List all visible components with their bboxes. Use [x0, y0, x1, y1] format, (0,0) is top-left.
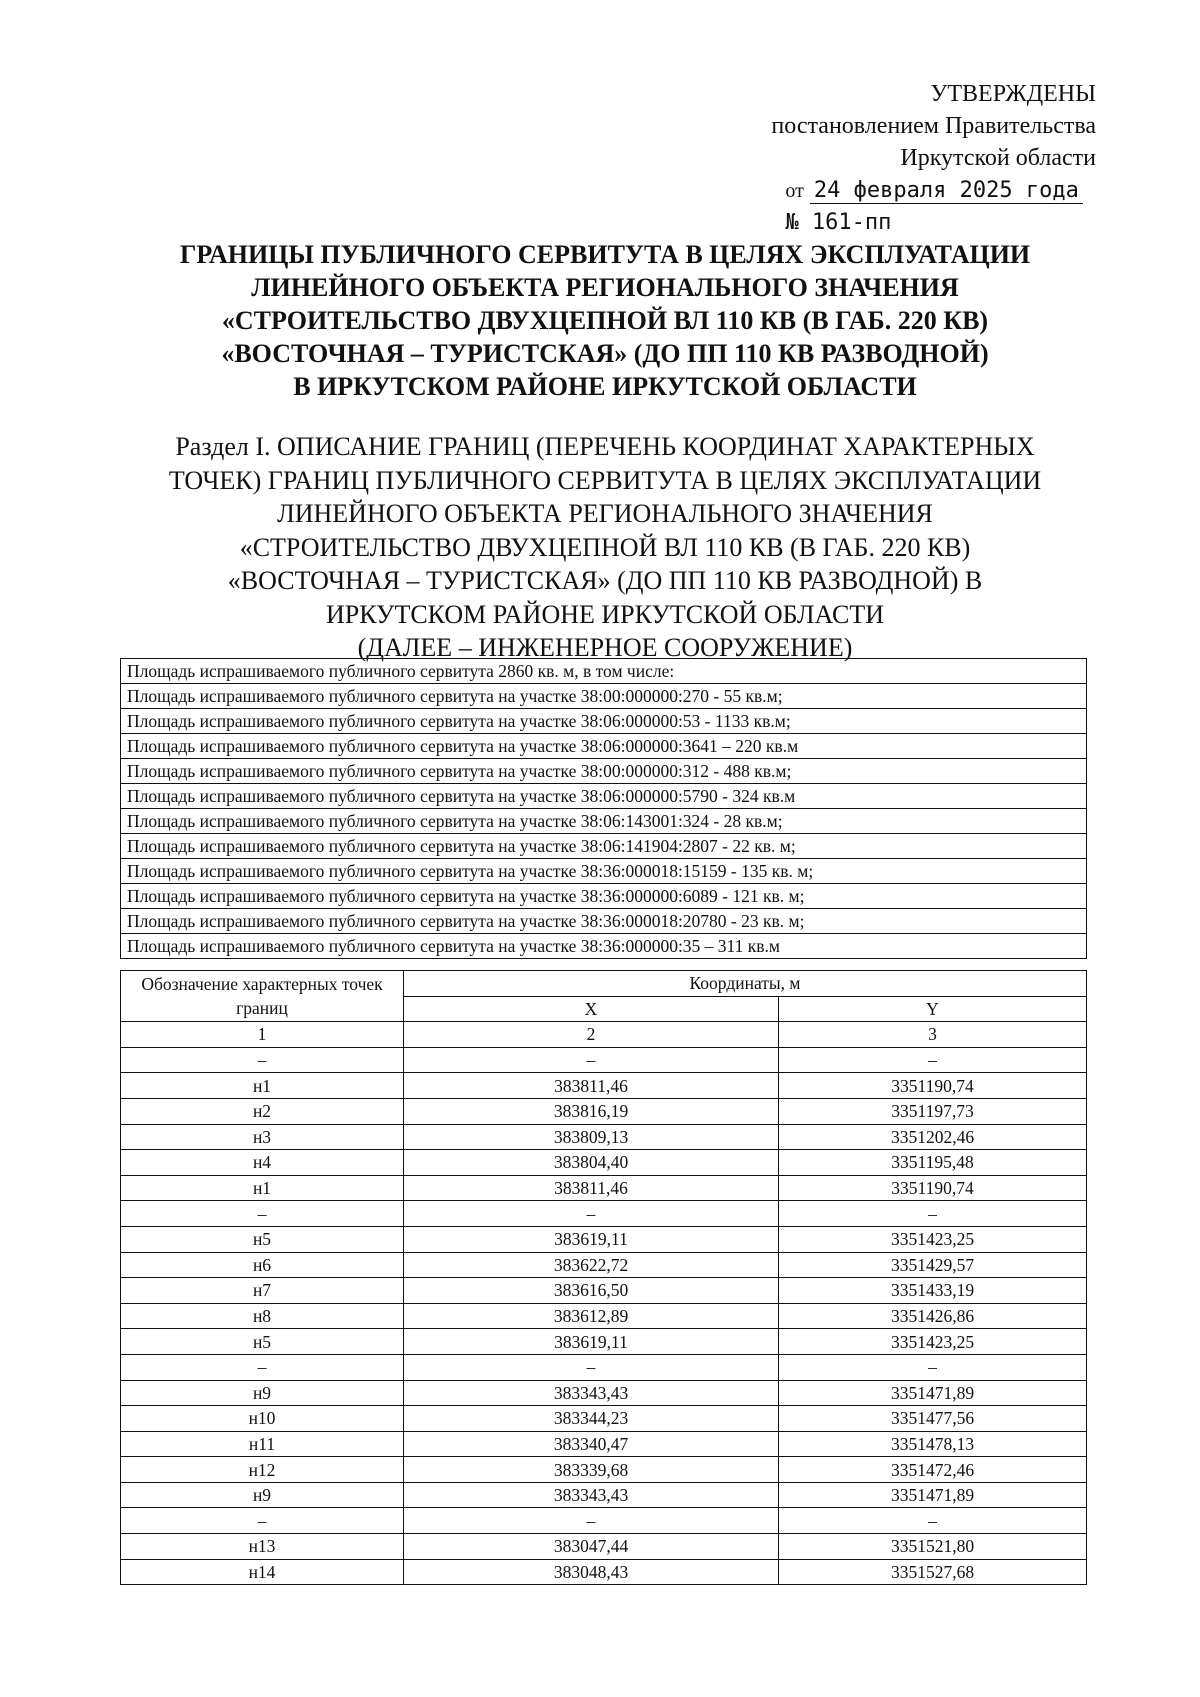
x-cell: 383343,43 [404, 1482, 779, 1508]
date-prefix: от [785, 180, 804, 202]
point-name-cell: – [121, 1047, 404, 1073]
y-cell: 3351190,74 [779, 1175, 1087, 1201]
point-name-cell: н11 [121, 1431, 404, 1457]
section-line: ЛИНЕЙНОГО ОБЪЕКТА РЕГИОНАЛЬНОГО ЗНАЧЕНИЯ [277, 499, 933, 528]
header-point-label: Обозначение характерных точек границ [121, 971, 404, 1022]
point-name-cell: н7 [121, 1278, 404, 1304]
section-line: Раздел I. ОПИСАНИЕ ГРАНИЦ (ПЕРЕЧЕНЬ КООРДИНАТ ХАРАКТЕРНЫХ [175, 432, 1035, 461]
title-line: ЛИНЕЙНОГО ОБЪЕКТА РЕГИОНАЛЬНОГО ЗНАЧЕНИЯ [251, 273, 959, 302]
area-row [121, 934, 1087, 959]
table-row [121, 1431, 1087, 1457]
area-row [121, 759, 1087, 784]
table-row [121, 1303, 1087, 1329]
header-x: X [404, 996, 779, 1022]
coordinates-body [121, 1047, 1087, 1584]
area-row [121, 709, 1087, 734]
point-name-cell: н5 [121, 1226, 404, 1252]
approval-date [785, 174, 1096, 207]
y-cell: 3351521,80 [779, 1534, 1087, 1560]
point-name-cell: н12 [121, 1457, 404, 1483]
point-name-cell: н4 [121, 1150, 404, 1176]
area-cell: Площадь испрашиваемого публичного сервитута на участке 38:06:000000:3641 – 220 кв.м [121, 734, 1087, 759]
y-cell: 3351190,74 [779, 1073, 1087, 1099]
y-cell: 3351423,25 [779, 1329, 1087, 1355]
title-line: ГРАНИЦЫ ПУБЛИЧНОГО СЕРВИТУТА В ЦЕЛЯХ ЭКСПЛУАТАЦИИ [179, 240, 1031, 269]
point-name-cell: – [121, 1508, 404, 1534]
y-cell: 3351202,46 [779, 1124, 1087, 1150]
x-cell: 383612,89 [404, 1303, 779, 1329]
approval-number: № 161-пп [785, 210, 892, 235]
area-row [121, 734, 1087, 759]
area-row [121, 659, 1087, 684]
approval-block [771, 78, 1096, 239]
area-table [120, 658, 1087, 959]
area-cell: Площадь испрашиваемого публичного сервитута на участке 38:06:141904:2807 - 22 кв. м; [121, 834, 1087, 859]
area-cell: Площадь испрашиваемого публичного сервитута на участке 38:36:000018:15159 - 135 кв. м; [121, 859, 1087, 884]
x-cell: 383343,43 [404, 1380, 779, 1406]
y-cell: 3351472,46 [779, 1457, 1087, 1483]
table-row [121, 1534, 1087, 1560]
column-number: 2 [404, 1022, 779, 1048]
table-row [121, 1329, 1087, 1355]
table-row [121, 1354, 1087, 1380]
header-y: Y [779, 996, 1087, 1022]
y-cell: 3351423,25 [779, 1226, 1087, 1252]
area-row [121, 884, 1087, 909]
table-row [121, 1073, 1087, 1099]
section-line: ИРКУТСКОМ РАЙОНЕ ИРКУТСКОЙ ОБЛАСТИ [325, 599, 884, 629]
area-cell: Площадь испрашиваемого публичного сервитута на участке 38:06:143001:324 - 28 кв.м; [121, 809, 1087, 834]
y-cell: 3351429,57 [779, 1252, 1087, 1278]
area-cell: Площадь испрашиваемого публичного сервитута на участке 38:00:000000:270 - 55 кв.м; [121, 684, 1087, 709]
y-cell: 3351433,19 [779, 1278, 1087, 1304]
point-name-cell: н9 [121, 1482, 404, 1508]
table-row [121, 1508, 1087, 1534]
y-cell: 3351471,89 [779, 1380, 1087, 1406]
y-cell: 3351478,13 [779, 1431, 1087, 1457]
x-cell: 383804,40 [404, 1150, 779, 1176]
area-cell: Площадь испрашиваемого публичного сервитута 2860 кв. м, в том числе: [121, 659, 1087, 684]
area-row [121, 684, 1087, 709]
point-name-cell: н8 [121, 1303, 404, 1329]
point-name-cell: н9 [121, 1380, 404, 1406]
y-cell: – [779, 1047, 1087, 1073]
table-row [121, 1150, 1087, 1176]
title-line: «ВОСТОЧНАЯ – ТУРИСТСКАЯ» (ДО ПП 110 КВ РАЗВОДНОЙ) [221, 339, 989, 368]
column-number: 3 [779, 1022, 1087, 1048]
date-value: 24 февраля 2025 года [810, 178, 1083, 204]
point-name-cell: н10 [121, 1406, 404, 1432]
area-cell: Площадь испрашиваемого публичного сервитута на участке 38:06:000000:5790 - 324 кв.м [121, 784, 1087, 809]
section-line: ТОЧЕК) ГРАНИЦ ПУБЛИЧНОГО СЕРВИТУТА В ЦЕЛЯХ ЭКСПЛУАТАЦИИ [168, 465, 1042, 495]
x-cell: 383616,50 [404, 1278, 779, 1304]
approval-line-1: постановлением Правительства [771, 113, 1096, 139]
x-cell: 383619,11 [404, 1329, 779, 1355]
section-line: «ВОСТОЧНАЯ – ТУРИСТСКАЯ» (ДО ПП 110 КВ РАЗВОДНОЙ) В [227, 566, 983, 595]
area-row [121, 784, 1087, 809]
area-cell: Площадь испрашиваемого публичного сервитута на участке 38:36:000018:20780 - 23 кв. м; [121, 909, 1087, 934]
y-cell: 3351471,89 [779, 1482, 1087, 1508]
x-cell: 383816,19 [404, 1098, 779, 1124]
x-cell: 383340,47 [404, 1431, 779, 1457]
document-title [120, 238, 1090, 403]
y-cell: 3351527,68 [779, 1559, 1087, 1585]
y-cell: 3351426,86 [779, 1303, 1087, 1329]
table-row [121, 1226, 1087, 1252]
coordinates-header [121, 971, 1087, 1048]
y-cell: 3351477,56 [779, 1406, 1087, 1432]
section-line: (ДАЛЕЕ – ИНЖЕНЕРНОЕ СООРУЖЕНИЕ) [357, 633, 853, 662]
point-name-cell: н1 [121, 1073, 404, 1099]
header-coords-label: Координаты, м [404, 971, 1087, 997]
x-cell: 383047,44 [404, 1534, 779, 1560]
section-line: «СТРОИТЕЛЬСТВО ДВУХЦЕПНОЙ ВЛ 110 КВ (В ГАБ. 220 КВ) [239, 532, 971, 562]
table-row [121, 1047, 1087, 1073]
title-line: В ИРКУТСКОМ РАЙОНЕ ИРКУТСКОЙ ОБЛАСТИ [293, 372, 917, 401]
area-cell: Площадь испрашиваемого публичного сервитута на участке 38:36:000000:35 – 311 кв.м [121, 934, 1087, 959]
x-cell: – [404, 1354, 779, 1380]
x-cell: 383622,72 [404, 1252, 779, 1278]
area-row [121, 859, 1087, 884]
table-row [121, 1559, 1087, 1585]
x-cell: 383811,46 [404, 1175, 779, 1201]
table-row [121, 1201, 1087, 1227]
coordinates-table [120, 970, 1087, 1585]
y-cell: – [779, 1354, 1087, 1380]
x-cell: 383339,68 [404, 1457, 779, 1483]
x-cell: 383344,23 [404, 1406, 779, 1432]
point-name-cell: н6 [121, 1252, 404, 1278]
point-name-cell: – [121, 1201, 404, 1227]
area-cell: Площадь испрашиваемого публичного сервитута на участке 38:06:000000:53 - 1133 кв.м; [121, 709, 1087, 734]
y-cell: – [779, 1201, 1087, 1227]
x-cell: – [404, 1508, 779, 1534]
point-name-cell: н5 [121, 1329, 404, 1355]
table-row [121, 1278, 1087, 1304]
table-row [121, 1252, 1087, 1278]
x-cell: 383809,13 [404, 1124, 779, 1150]
table-row [121, 1098, 1087, 1124]
table-row [121, 1124, 1087, 1150]
table-row [121, 1380, 1087, 1406]
table-row [121, 1175, 1087, 1201]
x-cell: – [404, 1047, 779, 1073]
point-name-cell: н13 [121, 1534, 404, 1560]
approval-title: УТВЕРЖДЕНЫ [930, 81, 1096, 107]
area-row [121, 809, 1087, 834]
title-line: «СТРОИТЕЛЬСТВО ДВУХЦЕПНОЙ ВЛ 110 КВ (В ГАБ. 220 КВ) [221, 306, 989, 335]
section-heading [120, 430, 1090, 665]
table-row [121, 1457, 1087, 1483]
x-cell: – [404, 1201, 779, 1227]
y-cell: – [779, 1508, 1087, 1534]
table-row [121, 1482, 1087, 1508]
y-cell: 3351197,73 [779, 1098, 1087, 1124]
point-name-cell: н1 [121, 1175, 404, 1201]
column-number: 1 [121, 1022, 404, 1048]
point-name-cell: – [121, 1354, 404, 1380]
area-cell: Площадь испрашиваемого публичного сервитута на участке 38:36:000000:6089 - 121 кв. м; [121, 884, 1087, 909]
area-row [121, 834, 1087, 859]
x-cell: 383048,43 [404, 1559, 779, 1585]
x-cell: 383619,11 [404, 1226, 779, 1252]
approval-line-2: Иркутской области [900, 145, 1096, 171]
area-table-body [121, 659, 1087, 959]
point-name-cell: н14 [121, 1559, 404, 1585]
table-row [121, 1406, 1087, 1432]
point-name-cell: н2 [121, 1098, 404, 1124]
point-name-cell: н3 [121, 1124, 404, 1150]
area-cell: Площадь испрашиваемого публичного сервитута на участке 38:00:000000:312 - 488 кв.м; [121, 759, 1087, 784]
area-row [121, 909, 1087, 934]
y-cell: 3351195,48 [779, 1150, 1087, 1176]
x-cell: 383811,46 [404, 1073, 779, 1099]
